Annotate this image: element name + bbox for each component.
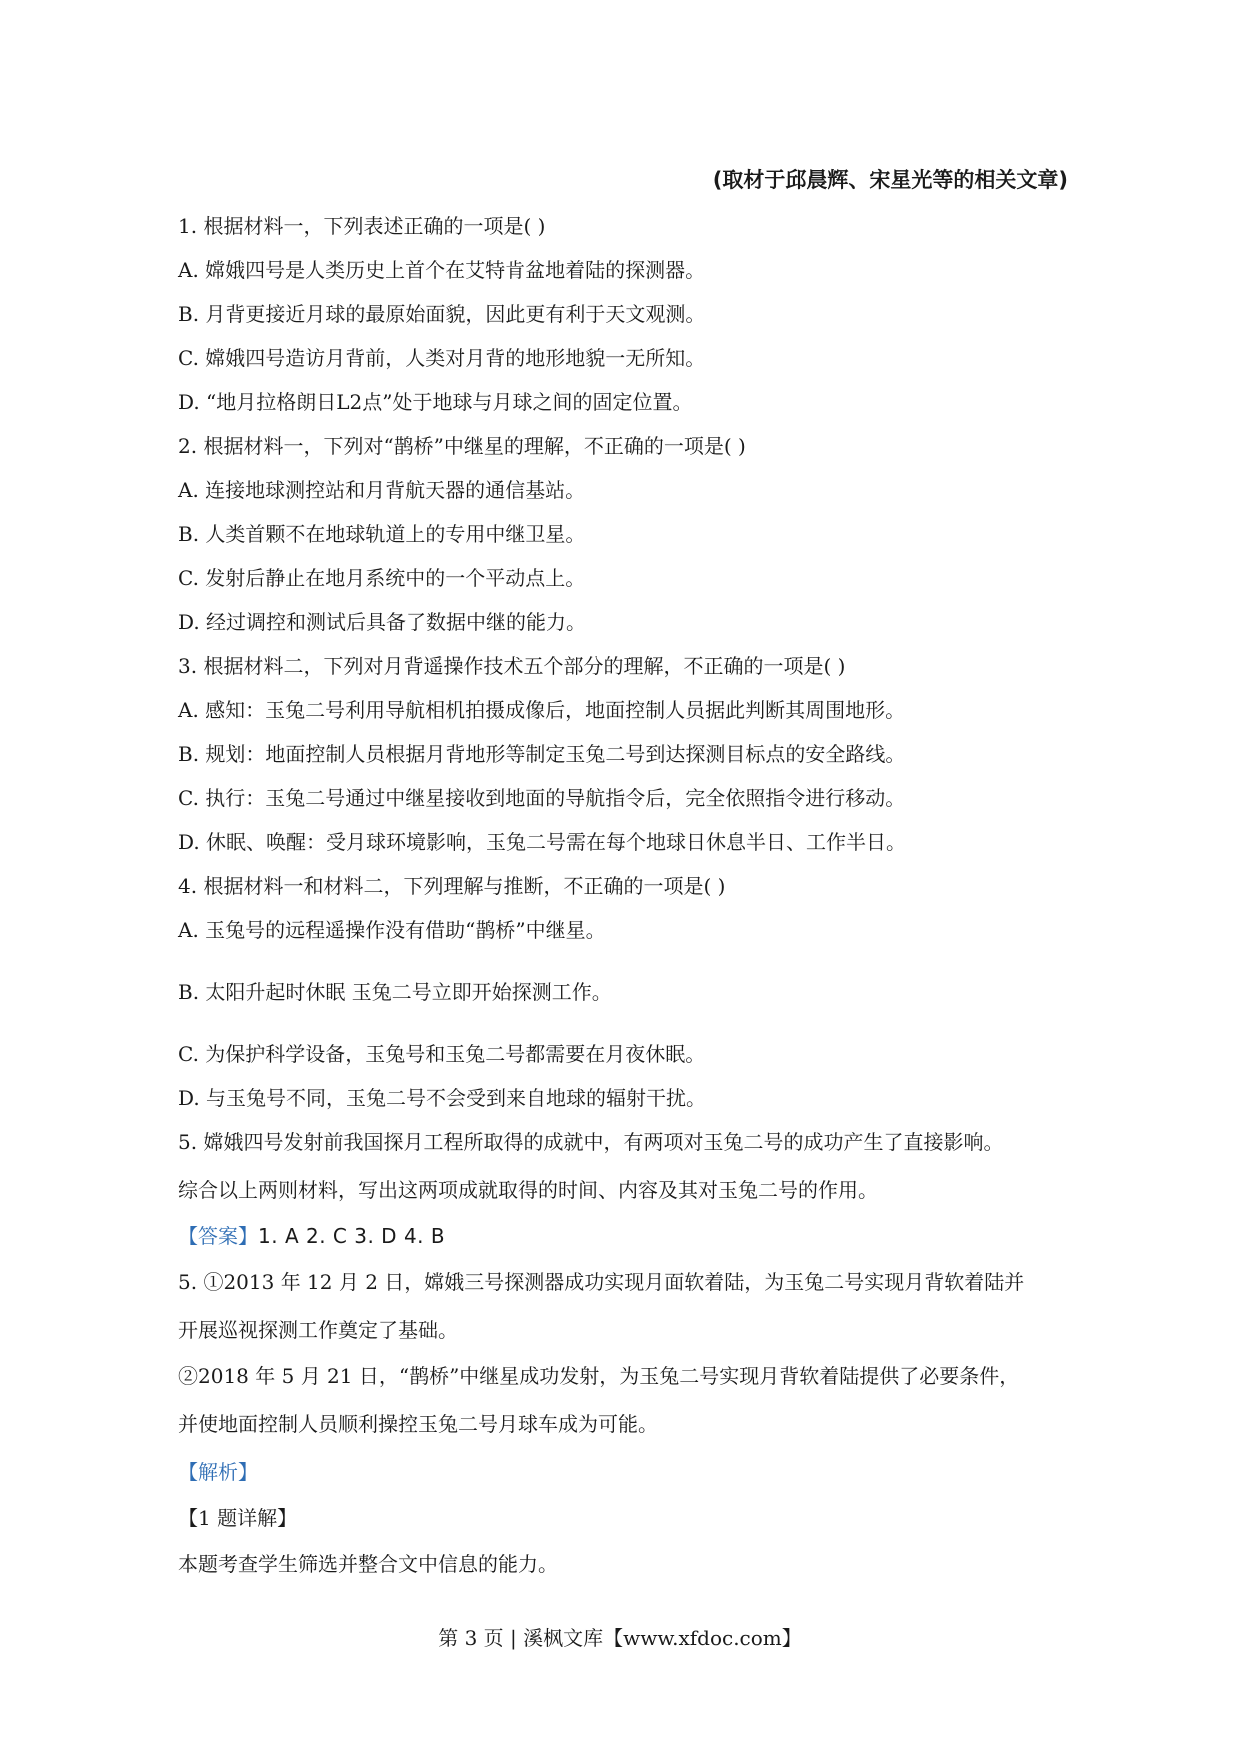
question-2-option-d: D. 经过调控和测试后具备了数据中继的能力。 (178, 610, 587, 634)
question-4-option-d: D. 与玉兔号不同，玉兔二号不会受到来自地球的辐射干扰。 (178, 1086, 707, 1110)
question-4-option-c: C. 为保护科学设备，玉兔号和玉兔二号都需要在月夜休眠。 (178, 1042, 706, 1066)
answer-tag: 【答案】 (178, 1224, 258, 1248)
question-3-option-d: D. 休眠、唤醒：受月球环境影响，玉兔二号需在每个地球日休息半日、工作半日。 (178, 830, 907, 854)
question-1-option-c: C. 嫦娥四号造访月背前，人类对月背的地形地貌一无所知。 (178, 346, 706, 370)
question-1-option-d: D. “地月拉格朗日L2点”处于地球与月球之间的固定位置。 (178, 390, 693, 414)
answer-5-line-3: ②2018 年 5 月 21 日，“鹊桥”中继星成功发射，为玉兔二号实现月背软着陆提供了必要条件， (178, 1364, 1020, 1388)
question-2-stem: 2. 根据材料一，下列对“鹊桥”中继星的理解，不正确的一项是( ) (178, 434, 746, 458)
answer-5-line-1: 5. ①2013 年 12 月 2 日，嫦娥三号探测器成功实现月面软着陆，为玉兔二号实现月背软着陆并 (178, 1270, 1025, 1294)
question-3-option-a: A. 感知：玉兔二号利用导航相机拍摄成像后，地面控制人员据此判断其周围地形。 (178, 698, 906, 722)
question-5-line-1: 5. 嫦娥四号发射前我国探月工程所取得的成就中，有两项对玉兔二号的成功产生了直接影响。 (178, 1130, 1004, 1154)
question-4-option-b: B. 太阳升起时休眠 玉兔二号立即开始探测工作。 (178, 980, 612, 1004)
question-2-option-c: C. 发射后静止在地月系统中的一个平动点上。 (178, 566, 586, 590)
question-3-option-b: B. 规划：地面控制人员根据月背地形等制定玉兔二号到达探测目标点的安全路线。 (178, 742, 906, 766)
question-1-option-a: A. 嫦娥四号是人类历史上首个在艾特肯盆地着陆的探测器。 (178, 258, 706, 282)
question-3-stem: 3. 根据材料二，下列对月背遥操作技术五个部分的理解，不正确的一项是( ) (178, 654, 846, 678)
question-3-option-c: C. 执行：玉兔二号通过中继星接收到地面的导航指令后，完全依照指令进行移动。 (178, 786, 906, 810)
page-footer: 第 3 页 | 溪枫文库【www.xfdoc.com】 (438, 1626, 802, 1650)
source-note: (取材于邱晨辉、宋星光等的相关文章) (712, 168, 1068, 192)
question-4-option-a: A. 玉兔号的远程遥操作没有借助“鹊桥”中继星。 (178, 918, 606, 942)
question-2-option-a: A. 连接地球测控站和月背航天器的通信基站。 (178, 478, 586, 502)
analysis-tag: 【解析】 (178, 1460, 258, 1484)
detail-text: 本题考查学生筛选并整合文中信息的能力。 (178, 1552, 558, 1576)
answer-5-line-4: 并使地面控制人员顺利操控玉兔二号月球车成为可能。 (178, 1412, 658, 1436)
question-4-stem: 4. 根据材料一和材料二，下列理解与推断，不正确的一项是( ) (178, 874, 726, 898)
question-5-line-2: 综合以上两则材料，写出这两项成就取得的时间、内容及其对玉兔二号的作用。 (178, 1178, 878, 1202)
question-1-stem: 1. 根据材料一，下列表述正确的一项是( ) (178, 214, 546, 238)
answer-row (178, 1222, 445, 1250)
question-1-option-b: B. 月背更接近月球的最原始面貌，因此更有利于天文观测。 (178, 302, 706, 326)
answer-5-line-2: 开展巡视探测工作奠定了基础。 (178, 1318, 458, 1342)
answer-values: 1. A 2. C 3. D 4. B (258, 1224, 446, 1248)
detail-heading: 【1 题详解】 (178, 1506, 298, 1530)
question-2-option-b: B. 人类首颗不在地球轨道上的专用中继卫星。 (178, 522, 586, 546)
